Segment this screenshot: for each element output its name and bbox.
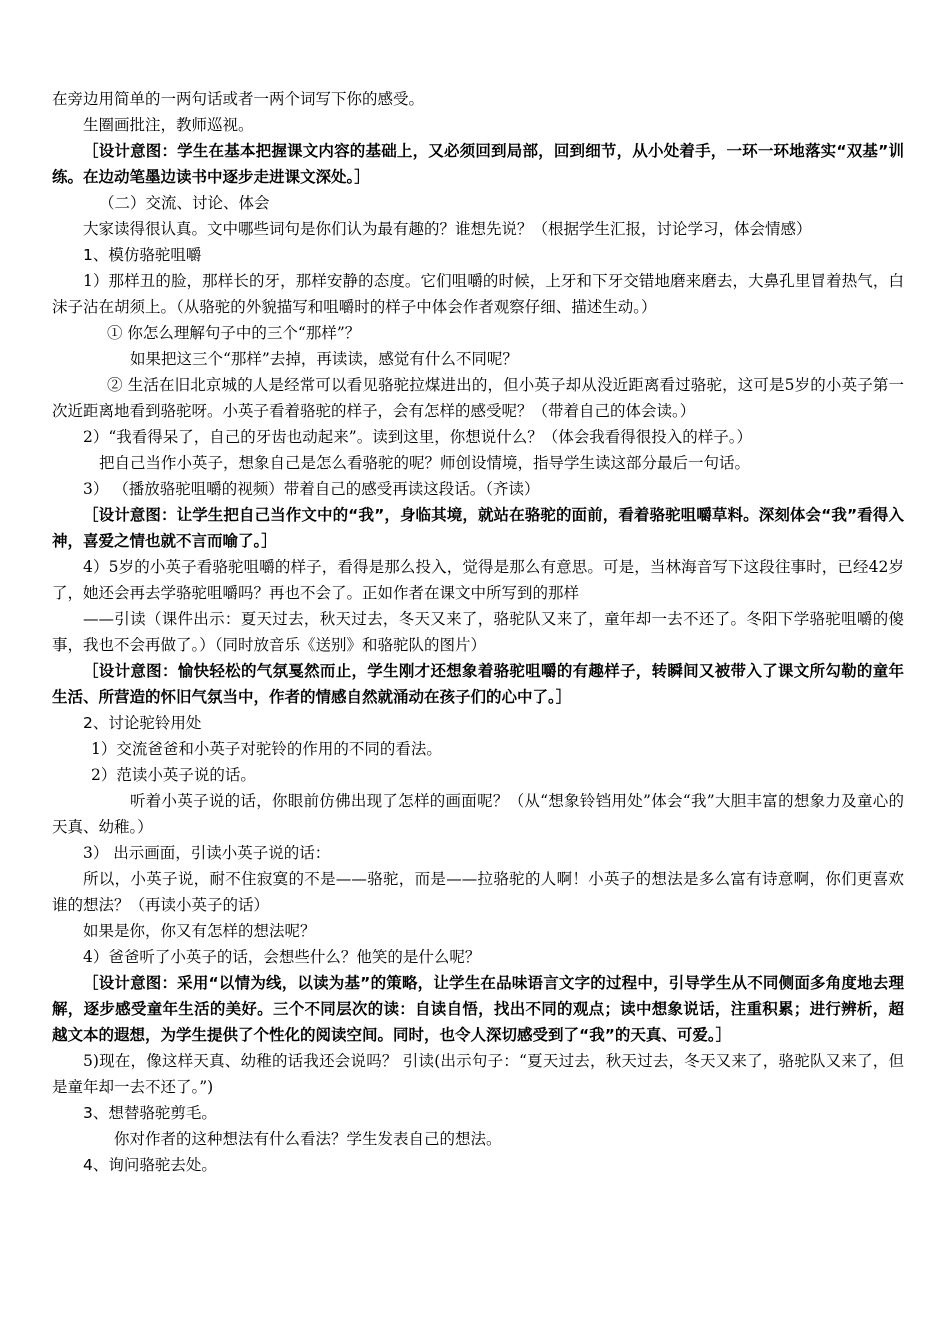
subsection-heading: 1、模仿骆驼咀嚼 (83, 246, 202, 264)
design-intent-note: ［设计意图：愉快轻松的气氛戛然而止，学生刚才还想象着骆驼咀嚼的有趣样子，转瞬间又被带入了课文所勾勒的童年生活、所营造的怀旧气氛当中，作者的情感自然就涌动在孩子们的心中了。］ (52, 662, 904, 706)
paragraph: 5)现在，像这样天真、幼稚的话我还会说吗？ 引读(出示句子：“夏天过去，秋天过去，冬天又来了，骆驼队又来了，但是童年却一去不还了。”) (52, 1052, 904, 1096)
subsection-heading: 4、询问骆驼去处。 (83, 1156, 217, 1174)
paragraph: 1）交流爸爸和小英子对驼铃的作用的不同的看法。 (91, 740, 442, 758)
design-intent-note: ［设计意图：学生在基本把握课文内容的基础上，又必须回到局部，回到细节，从小处着手，一环一环地落实“双基”训练。在边动笔墨边读书中逐步走进课文深处。］ (52, 142, 904, 186)
paragraph: 2）范读小英子说的话。 (91, 766, 256, 784)
paragraph: ——引读（课件出示：夏天过去，秋天过去，冬天又来了，骆驼队又来了，童年却一去不还了。冬阳下学骆驼咀嚼的傻事，我也不会再做了。）（同时放音乐《送别》和骆驼队的图片） (52, 610, 904, 654)
paragraph: 大家读得很认真。文中哪些词句是你们认为最有趣的？谁想先说？（根据学生汇报，讨论学习，体会情感） (83, 220, 812, 238)
design-intent-note: ［设计意图：让学生把自己当作文中的“我”，身临其境，就站在骆驼的面前，看着骆驼咀嚼草料。深刻体会“我”看得入神，喜爱之情也就不言而喻了。］ (52, 506, 904, 550)
subsection-heading: 2、讨论驼铃用处 (83, 714, 202, 732)
paragraph: 所以，小英子说，耐不住寂寞的不是——骆驼，而是——拉骆驼的人啊！小英子的想法是多么富有诗意啊，你们更喜欢谁的想法？（再读小英子的话） (52, 870, 904, 914)
paragraph: 生圈画批注，教师巡视。 (83, 116, 254, 134)
paragraph: 如果把这三个“那样”去掉，再读读，感觉有什么不同呢？ (130, 350, 518, 368)
section-heading: （二）交流、讨论、体会 (99, 194, 270, 212)
question-item: ② 生活在旧北京城的人是经常可以看见骆驼拉煤进出的，但小英子却从没近距离看过骆驼，这可是5岁的小英子第一次近距离地看到骆驼呀。小英子看着骆驼的样子，会有怎样的感受呢？（带着自己的体会读。） (52, 376, 904, 420)
question-item: ① 你怎么理解句子中的三个“那样”？ (107, 324, 361, 342)
document-page (52, 86, 904, 1178)
paragraph: 把自己当作小英子，想象自己是怎么看骆驼的呢？师创设情境，指导学生读这部分最后一句话。 (99, 454, 751, 472)
paragraph: 在旁边用简单的一两句话或者一两个词写下你的感受。 (52, 90, 425, 108)
paragraph: 听着小英子说的话，你眼前仿佛出现了怎样的画面呢？（从“想象铃铛用处”体会“我”大胆丰富的想象力及童心的天真、幼稚。） (52, 792, 904, 836)
paragraph: 2）“我看得呆了，自己的牙齿也动起来”。读到这里，你想说什么？（体会我看得很投入的样子。） (83, 428, 752, 446)
paragraph: 4）5岁的小英子看骆驼咀嚼的样子，看得是那么投入，觉得是那么有意思。可是，当林海音写下这段往事时，已经42岁了，她还会再去学骆驼咀嚼吗？再也不会了。正如作者在课文中所写到的那样 (52, 558, 904, 602)
design-intent-note: ［设计意图：采用“以情为线，以读为基”的策略，让学生在品味语言文字的过程中，引导学生从不同侧面多角度地去理解，逐步感受童年生活的美好。三个不同层次的读：自读自悟，找出不同的观点；读中想象说话，注重积累；进行辨析，超越文本的遐想，为学生提供了个性化的阅读空间。同时，也令人深切感受到了“我”的天真、可爱。］ (52, 974, 904, 1044)
paragraph: 4）爸爸听了小英子的话，会想些什么？他笑的是什么呢？ (83, 948, 481, 966)
paragraph: 你对作者的这种想法有什么看法？学生发表自己的想法。 (114, 1130, 502, 1148)
paragraph: 如果是你，你又有怎样的想法呢？ (83, 922, 316, 940)
subsection-heading: 3、想替骆驼剪毛。 (83, 1104, 217, 1122)
paragraph: 1）那样丑的脸，那样长的牙，那样安静的态度。它们咀嚼的时候，上牙和下牙交错地磨来磨去，大鼻孔里冒着热气，白沫子沾在胡须上。（从骆驼的外貌描写和咀嚼时的样子中体会作者观察仔细、描述生动。） (52, 272, 904, 316)
paragraph: 3） 出示画面，引读小英子说的话： (83, 844, 331, 862)
paragraph: 3） （播放骆驼咀嚼的视频）带着自己的感受再读这段话。（齐读） (83, 480, 540, 498)
